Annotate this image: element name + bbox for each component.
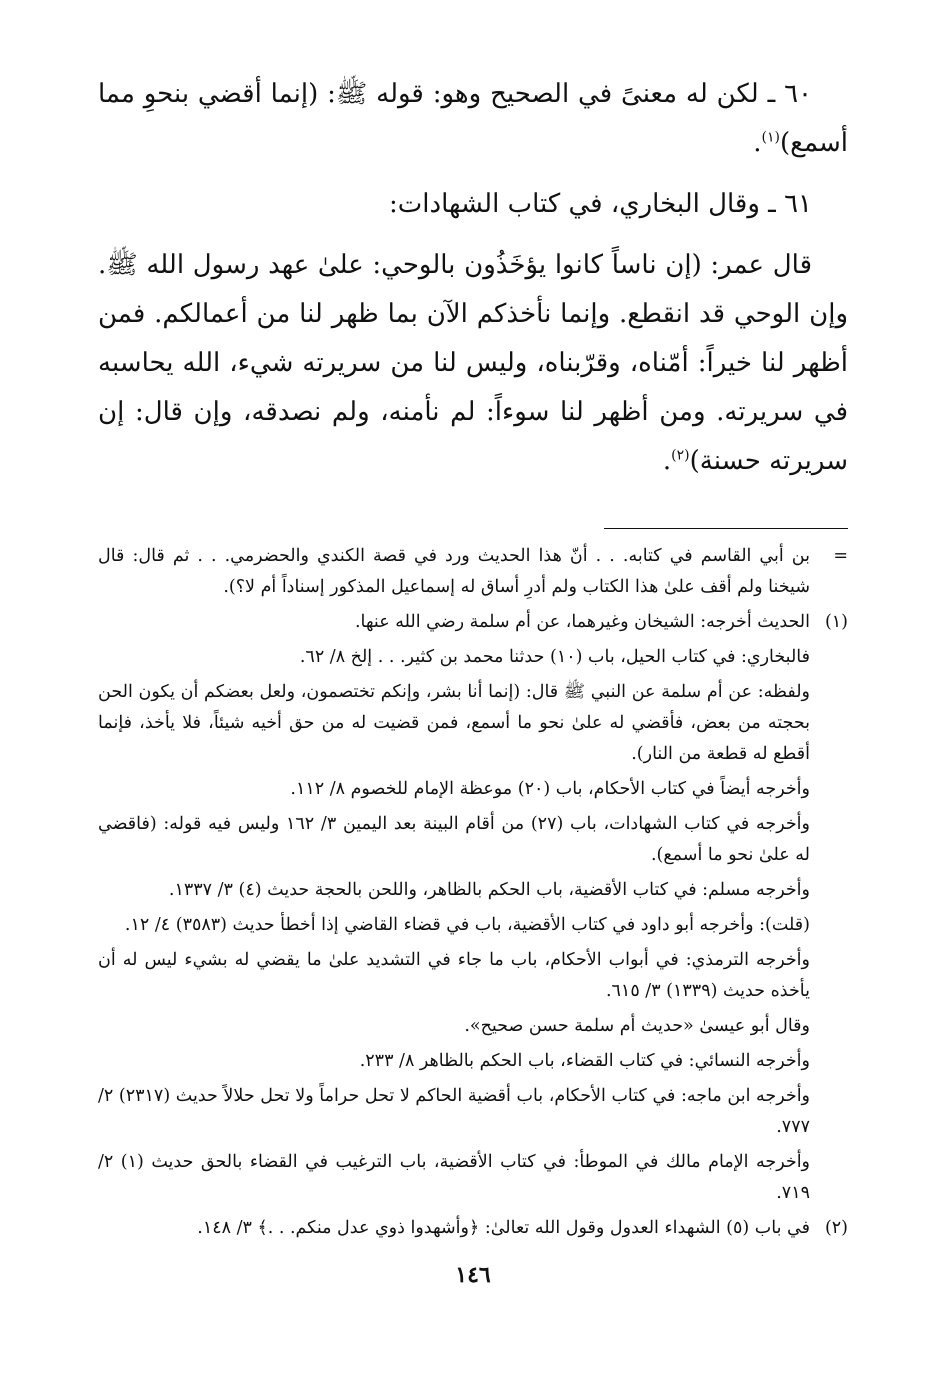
footnote-continuation-text: بن أبي القاسم في كتابه. . . أنّ هذا الحديث ورد في قصة الكندي والحضرمي. . . ثم قال: قال شيخنا ولم أقف علىٰ هذا الكتاب ولم أدرِ أساق له إسماعيل المذكور إسناداً أم لا؟).: [98, 546, 810, 597]
page-body: [98, 70, 848, 1383]
footnote-1-paragraph: وأخرجه ابن ماجه: في كتاب الأحكام، باب أقضية الحاكم لا تحل حراماً ولا تحل حلالاً حديث (٢٣١٧) ٢/ ٧٧٧.: [98, 1086, 811, 1137]
paragraph-61-heading: ٦١ ـ وقال البخاري، في كتاب الشهادات:: [389, 189, 812, 219]
footnote-1: [98, 607, 848, 1213]
footnote-2-text: في باب (٥) الشهداء العدول وقول الله تعالىٰ: ﴿وأشهدوا ذوي عدل منكم. . .﴾ ٣/ ١٤٨.: [197, 1218, 810, 1238]
paragraph-60: [98, 70, 848, 168]
paragraph-61-end: .: [662, 446, 672, 476]
footnote-1-paragraph: وأخرجه في كتاب الشهادات، باب (٢٧) من أقام البينة بعد اليمين ٣/ ١٦٢ وليس فيه قوله: (فاقضي له علىٰ نحو ما أسمع).: [98, 814, 810, 865]
paragraph-61: [98, 241, 848, 486]
footnote-ref-1[interactable]: (١): [761, 129, 780, 146]
footnote-1-paragraph: وأخرجه النسائي: في كتاب القضاء، باب الحكم بالظاهر ٨/ ٢٣٣.: [359, 1051, 810, 1071]
footnote-1-paragraph: الحديث أخرجه: الشيخان وغيرهما، عن أم سلمة رضي الله عنها.: [354, 612, 810, 632]
footnote-1-paragraph: وأخرجه الترمذي: في أبواب الأحكام، باب ما جاء في التشديد علىٰ ما يقضي له بشيء ليس له أن يأخذه حديث (١٣٣٩) ٣/ ٦١٥.: [98, 950, 810, 1001]
footnote-continuation: [98, 541, 848, 607]
footnote-continuation-mark: =: [833, 546, 848, 566]
footnote-1-paragraph: ولفظه: عن أم سلمة عن النبي ﷺ قال: (إنما أنا بشر، وإنكم تختصمون، ولعل بعضكم أن يكون الحن بحجته من بعض، فأقضي له علىٰ نحو ما أسمع، فمن قضيت له من حق أخيه شيئاً، فلا يأخذ، فإنما أقطع له قطعة من النار).: [98, 682, 810, 764]
footnote-1-paragraph: وقال أبو عيسىٰ «حديث أم سلمة حسن صحيح».: [464, 1016, 810, 1036]
footnote-1-paragraph: وأخرجه مسلم: في كتاب الأقضية، باب الحكم بالظاهر، واللحن بالحجة حديث (٤) ٣/ ١٣٣٧.: [168, 880, 810, 900]
footnote-ref-2[interactable]: (٢): [671, 447, 690, 464]
footnote-2: [98, 1213, 848, 1248]
footnote-1-paragraph: وأخرجه أيضاً في كتاب الأحكام، باب (٢٠) موعظة الإمام للخصوم ٨/ ١١٢.: [290, 779, 810, 799]
footnote-1-paragraph: (قلت): وأخرجه أبو داود في كتاب الأقضية، باب في قضاء القاضي إذا أخطأ حديث (٣٥٨٣) ٤/ ١٢.: [124, 915, 810, 935]
footnote-1-paragraph: فالبخاري: في كتاب الحيل، باب (١٠) حدثنا محمد بن كثير. . . إلخ ٨/ ٦٢.: [299, 647, 810, 667]
footnote-1-mark: (١): [824, 612, 848, 632]
paragraph-60-text: ٦٠ ـ لكن له معنىً في الصحيح وهو: قوله ﷺ: (إنما أقضي بنحوِ مما أسمع): [98, 79, 848, 158]
footnote-separator: [604, 528, 848, 529]
paragraph-61-text: قال عمر: (إن ناساً كانوا يؤخَذُون بالوحي: علىٰ عهد رسول الله ﷺ. وإن الوحي قد انقطع. وإنما نأخذكم الآن بما ظهر لنا من أعمالكم. فمن أظهر لنا خيراً: أمّناه، وقرّبناه، وليس لنا من سريرته شيء، الله يحاسبه في سريرته. ومن أظهر لنا سوءاً: لم نأمنه، ولم نصدقه، وإن قال: إن سريرته حسنة): [98, 250, 848, 476]
footnote-1-paragraph: وأخرجه الإمام مالك في الموطأ: في كتاب الأقضية، باب الترغيب في القضاء بالحق حديث (١) ٢/ ٧١٩.: [98, 1152, 811, 1203]
footnote-2-mark: (٢): [824, 1218, 848, 1238]
paragraph-60-end: .: [753, 128, 762, 158]
footnotes: [98, 541, 848, 1248]
page-number: ١٤٦: [455, 1262, 491, 1288]
